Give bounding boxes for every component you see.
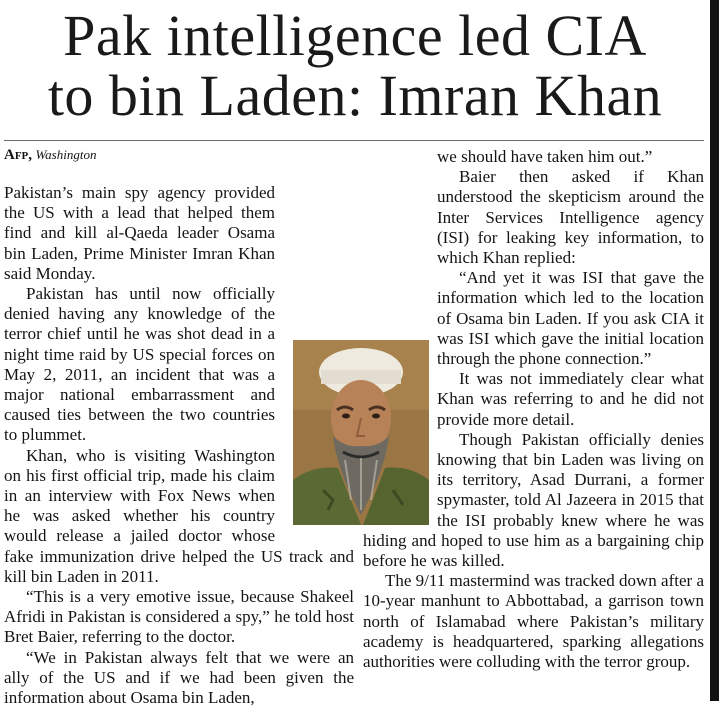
paragraph: Khan, who is visiting Washington on his first official trip, made his claim in an interview with Fox News when he was asked whether his country would release a jailed doctor whose fake immunization drive helped the US track and kill bin Laden in 2011. — [4, 445, 354, 586]
paragraph: Baier then asked if Khan understood the skepticism around the Inter Services Intelligence agency (ISI) for leaking key information, to which Khan replied: — [437, 167, 704, 268]
headline-line-1: Pak intelligence led CIA — [63, 3, 647, 68]
portrait-photo — [293, 340, 429, 525]
paragraph: Pakistan’s main spy agency provided the US with a lead that helped them find and kill al-Qaeda leader Osama bin Laden, Prime Minister Imran Khan said Monday. — [4, 183, 275, 283]
headline-line-2: to bin Laden: Imran Khan — [47, 63, 663, 128]
paragraph: we should have taken him out.” — [437, 147, 653, 166]
paragraph: It was not immediately clear what Khan was referring to and he did not provide more detail. — [437, 369, 704, 429]
paragraph: “This is a very emotive issue, because Shakeel Afridi in Pakistan is considered a spy,” he told host Bret Baier, referring to the doctor. — [4, 587, 354, 647]
byline — [4, 147, 96, 164]
portrait-illustration — [293, 340, 429, 525]
headline-rule — [4, 140, 704, 141]
byline-location: Washington — [35, 147, 97, 162]
paragraph: “We in Pakistan always felt that we were an ally of the US and if we had been given the information about Osama bin Laden, — [4, 647, 354, 708]
page-edge-bar — [710, 0, 719, 701]
paragraph: Pakistan has until now officially denied having any knowledge of the terror chief until he was shot dead in a night time raid by US special forces on May 2, 2011, an incident that was a major national embarrassment and caused ties between the two countries to plummet. — [4, 284, 275, 445]
headline — [0, 3, 710, 128]
paragraph: Though Pakistan officially denies knowing that bin Laden was living on its territory, Asad Durrani, a former spymaster, told Al Jazeera in 2015 that the ISI probably knew where he was hiding and hoped to use him as a bargaining chip before he was killed. — [363, 429, 704, 571]
byline-agency: Afp, — [4, 147, 33, 163]
paragraph: “And yet it was ISI that gave the information which led to the location of Osama bin Laden. If you ask CIA it was ISI which gave the initial location through the phone connection.” — [437, 268, 704, 369]
paragraph: The 9/11 mastermind was tracked down after a 10-year manhunt to Abbottabad, a garrison town north of Islamabad where Pakistan’s military academy is headquartered, sparking allegations authorities were colluding with the terror group. — [363, 571, 704, 672]
